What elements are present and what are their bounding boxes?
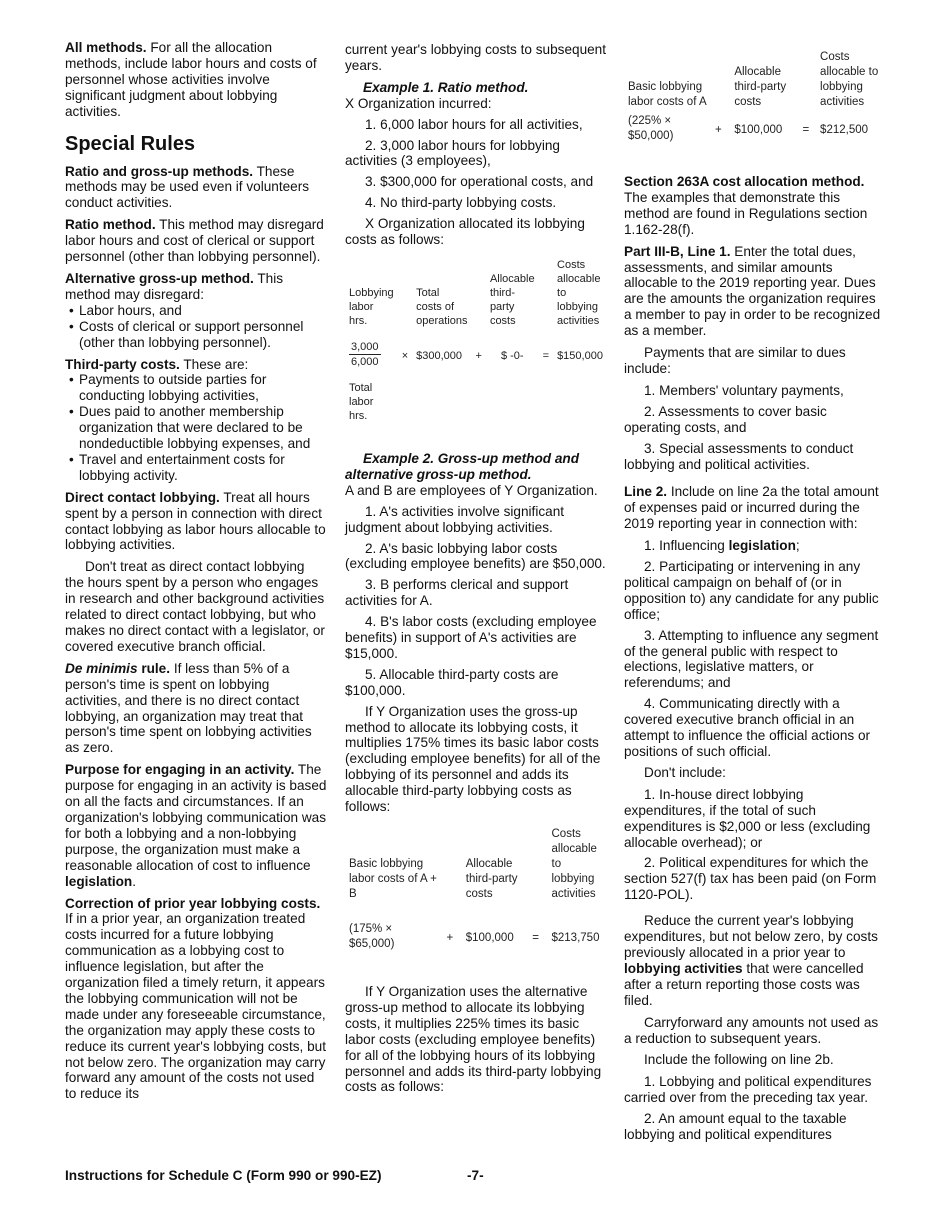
alt-gross-up-table — [624, 48, 886, 146]
plus-sign: + — [446, 932, 454, 944]
payments-intro: Payments that are similar to dues include: — [624, 345, 846, 376]
footer-title: Instructions for Schedule C (Form 990 or 990-EZ) — [65, 1168, 382, 1183]
line-2-text: Include on line 2a the total amount of expenses paid or incurred during the 2019 reporting year in connection with: — [624, 484, 879, 532]
header-costs-allocable: Costs allocable to lobbying activities — [557, 258, 601, 327]
all-methods-heading: All methods. — [65, 40, 147, 55]
list-item: 3. Attempting to influence any segment of the general public with respect to elections, legislative matters, or referendums; and — [624, 627, 879, 691]
list-item: 1. 6,000 labor hours for all activities, — [365, 116, 583, 132]
ratio-text: This method may disregard labor hours and cost of clerical or support personnel (other than lobbying personnel). — [65, 217, 324, 265]
line-2-heading: Line 2. — [624, 484, 668, 500]
list-item: • Dues paid to another membership organization that were declared to be nondeductible lobbying expenses, and — [65, 404, 327, 452]
ratio-grossup-heading: Ratio and gross-up methods. — [65, 163, 254, 179]
carryforward-paragraph: Carryforward any amounts not used as a reduction to subsequent years. — [624, 1014, 879, 1046]
equals-sign: = — [532, 932, 539, 944]
header-costs-allocable: Costs allocable to lobbying activities — [820, 51, 879, 108]
header-basic-labor: Basic lobbying labor costs of A — [628, 81, 707, 108]
calc-value: (175% × $65,000) — [349, 923, 395, 950]
list-item: 3. Special assessments to conduct lobbying and political activities. — [624, 440, 854, 472]
include-2b: Include the following on line 2b. — [644, 1052, 834, 1068]
gross-up-table — [345, 825, 607, 954]
list-item: 1. In-house direct lobbying expenditures, if the total of such expenditures is $2,000 or less (excluding allocable overhead); or — [624, 786, 871, 850]
result-value: $212,500 — [820, 124, 869, 136]
list-item: 1. Lobbying and political expenditures carried over from the preceding tax year. — [624, 1074, 872, 1106]
list-item: 2. Participating or intervening in any political campaign on behalf of (or in opposition to) any candidate for any public office; — [624, 559, 879, 622]
equals-sign: = — [542, 349, 550, 362]
fraction-denominator: 6,000 — [351, 355, 379, 368]
fraction-cell — [345, 330, 398, 371]
de-minimis-heading-rest: rule. — [141, 660, 171, 676]
allocable-value: $100,000 — [734, 124, 783, 136]
header-allocable: Allocable third-party costs — [465, 858, 518, 900]
ratio-grossup-paragraph — [65, 164, 327, 212]
list-item: 3. B performs clerical and support activities for A. — [345, 577, 569, 609]
column-1 — [65, 40, 327, 1108]
alt-grossup-list — [65, 303, 327, 351]
correction-paragraph — [65, 896, 327, 1103]
example-2-intro: A and B are employees of Y Organization. — [345, 482, 598, 498]
header-allocable: Allocable third-party costs — [489, 272, 535, 327]
list-item-text: 1. Influencing — [644, 538, 725, 554]
purpose-text: The purpose for engaging in an activity is based on all the facts and circumstances. If an organization's lobbying communication was for both a lobbying and a non-lobbying purpose, the organization must make a reasonable allocation of cost to influence — [65, 762, 327, 873]
section-263a-paragraph — [624, 174, 886, 238]
plus-sign: + — [715, 124, 722, 136]
list-item-bold: legislation — [728, 538, 796, 554]
allocable-value: $ -0- — [500, 349, 524, 362]
all-methods-text: For all the allocation methods, include labor hours and costs of personnel whose activities involve significant judgment about lobbying activities. — [65, 40, 317, 119]
section-263a-text: The examples that demonstrate this method are found in Regulations section 1.162-28(f). — [624, 189, 868, 237]
reduce-end: that were cancelled after a return reporting those costs was filed. — [624, 960, 864, 1008]
direct-contact-heading: Direct contact lobbying. — [65, 489, 220, 505]
continued-text: current year's lobbying costs to subsequent years. — [345, 42, 607, 73]
correction-heading: Correction of prior year lobbying costs. — [65, 895, 321, 911]
section-263a-heading: Section 263A cost allocation method. — [624, 174, 865, 189]
ratio-heading: Ratio method. — [65, 217, 156, 233]
reduce-bold-term: lobbying activities — [624, 960, 743, 976]
list-item: • Travel and entertainment costs for lobbying activity. — [65, 452, 327, 484]
total-labor-hours-label: Total labor hrs. — [349, 381, 374, 422]
third-party-paragraph — [65, 357, 327, 373]
total-costs-value: $300,000 — [416, 349, 463, 362]
list-item: 2. 3,000 labor hours for lobbying activities (3 employees), — [345, 137, 560, 169]
ratio-grossup-text: These methods may be used even if volunteers conduct activities. — [65, 163, 310, 211]
reduce-text: Reduce the current year's lobbying expenditures, but not below zero, by costs previously allocated in a prior year to — [624, 913, 878, 960]
header-allocable: Allocable third-party costs — [734, 66, 787, 108]
list-item: 1. A's activities involve significant judgment about lobbying activities. — [345, 503, 565, 535]
result-value: $213,750 — [551, 932, 600, 944]
list-item: 1. Members' voluntary payments, — [644, 382, 844, 398]
direct-contact-text: Treat all hours spent by a person in connection with direct contact lobbying as labor hours allocable to lobbying activities. — [65, 489, 326, 553]
list-item: 2. An amount equal to the taxable lobbying and political expenditures — [624, 1111, 847, 1143]
example-2-title: Example 2. Gross-up method and alternative gross-up method. — [345, 450, 580, 482]
alt-gross-up-paragraph: If Y Organization uses the alternative gross-up method to allocate its lobbying costs, it multiplies 225% times its basic labor costs (excluding employee benefits) for all of the lobbying hours of its lobbying personnel and adds its third-party lobbying costs as follows: — [345, 984, 602, 1095]
result-value: $150,000 — [557, 349, 603, 362]
third-party-text: These are: — [183, 356, 249, 372]
alt-grossup-heading: Alternative gross-up method. — [65, 270, 254, 286]
page-number: -7- — [467, 1168, 484, 1183]
fraction-numerator: 3,000 — [351, 340, 379, 353]
part-3b-text: Enter the total dues, assessments, and similar amounts allocable to the 2019 reporting year. Dues are the amounts the organization requires a member to pay in order to be recognized as a member. — [624, 243, 881, 339]
header-total-costs: Total costs of operations — [416, 286, 468, 327]
de-minimis-heading: De minimis — [65, 660, 138, 676]
purpose-heading: Purpose for engaging in an activity. — [65, 762, 295, 778]
ratio-method-table — [345, 256, 607, 425]
equals-sign: = — [802, 124, 810, 136]
de-minimis-paragraph — [65, 661, 327, 756]
example-1-intro: X Organization incurred: — [345, 95, 492, 111]
line-2-paragraph — [624, 484, 886, 532]
list-item: 4. No third-party lobbying costs. — [365, 195, 557, 211]
ratio-paragraph — [65, 217, 327, 265]
list-item: 4. Communicating directly with a covered executive branch official in an attempt to influence the official actions or positions of such official. — [624, 696, 871, 759]
column-3 — [624, 48, 886, 1148]
purpose-paragraph — [65, 762, 327, 889]
all-methods-paragraph — [65, 40, 327, 120]
direct-contact-paragraph-2: Don't treat as direct contact lobbying the hours spent by a person who engages in research and other background activities related to direct contact lobbying, but who makes no direct contact with a legislator, or covered executive branch official. — [65, 559, 325, 654]
example-1-title: Example 1. Ratio method. — [363, 79, 529, 95]
header-costs-allocable: Costs allocable to lobbying activities — [551, 828, 597, 900]
special-rules-heading: Special Rules — [65, 132, 196, 155]
calc-value: (225% × $50,000) — [628, 115, 674, 142]
purpose-bold-term: legislation — [65, 873, 133, 889]
list-item: 3. $300,000 for operational costs, and — [365, 174, 594, 190]
plus-sign: + — [475, 349, 482, 362]
part-3b-paragraph — [624, 244, 886, 339]
header-basic-labor: Basic lobbying labor costs of A + B — [349, 858, 437, 900]
list-item: • Costs of clerical or support personnel (other than lobbying personnel). — [65, 319, 327, 351]
list-item: • Labor hours, and — [65, 303, 327, 319]
fraction — [349, 340, 381, 369]
list-item: 5. Allocable third-party costs are $100,000. — [345, 666, 559, 698]
header-lobbying-hours: Lobbying labor hrs. — [349, 286, 394, 327]
allocable-value: $100,000 — [465, 932, 514, 944]
correction-text: If in a prior year, an organization treated costs incurred for a future lobbying communication as a lobbying cost to influence legislation, but after the organization filed a timely return, it appears the lobbying communication will not be made under any foreseeable circumstance, the organization may apply these costs to reduce its current year's lobbying costs, but not below zero. The organization may carry forward any amount of the costs not used to reduce its — [65, 911, 327, 1102]
column-2 — [345, 42, 607, 1101]
list-item: 2. Political expenditures for which the section 527(f) tax has been paid (on Form 1120-POL). — [624, 855, 877, 903]
list-item — [624, 538, 886, 554]
gross-up-paragraph: If Y Organization uses the gross-up method to allocate its lobbying costs, it multiplies 175% times its basic labor costs (excluding employee benefits) for all of the lobbying of its personnel and adds its allocable third-party lobbying costs as follows: — [345, 703, 601, 815]
alt-grossup-text: This method may disregard: — [65, 270, 284, 302]
example-1-alloc-text: X Organization allocated its lobbying costs as follows: — [345, 216, 585, 248]
page-footer — [65, 1168, 885, 1183]
list-item: 4. B's labor costs (excluding employee benefits) in support of A's activities are $15,000. — [345, 614, 597, 661]
de-minimis-text: If less than 5% of a person's time is spent on lobbying activities, and there is no direct contact lobbying, an organization may treat that person's time spent on lobbying activities as zero. — [65, 660, 312, 756]
reduce-paragraph — [624, 913, 886, 1008]
list-item: 2. A's basic lobbying labor costs (excluding employee benefits) are $50,000. — [345, 540, 606, 572]
list-item: 2. Assessments to cover basic operating costs, and — [624, 403, 827, 435]
dont-include: Don't include: — [644, 764, 726, 780]
times-sign: × — [401, 349, 409, 362]
third-party-heading: Third-party costs. — [65, 356, 180, 372]
direct-contact-paragraph — [65, 490, 327, 554]
purpose-end: . — [132, 873, 137, 889]
third-party-list — [65, 372, 327, 483]
list-item-end: ; — [795, 538, 800, 554]
part-3b-heading: Part III-B, Line 1. — [624, 243, 731, 259]
list-item: • Payments to outside parties for conducting lobbying activities, — [65, 372, 327, 404]
alt-grossup-paragraph — [65, 271, 327, 303]
